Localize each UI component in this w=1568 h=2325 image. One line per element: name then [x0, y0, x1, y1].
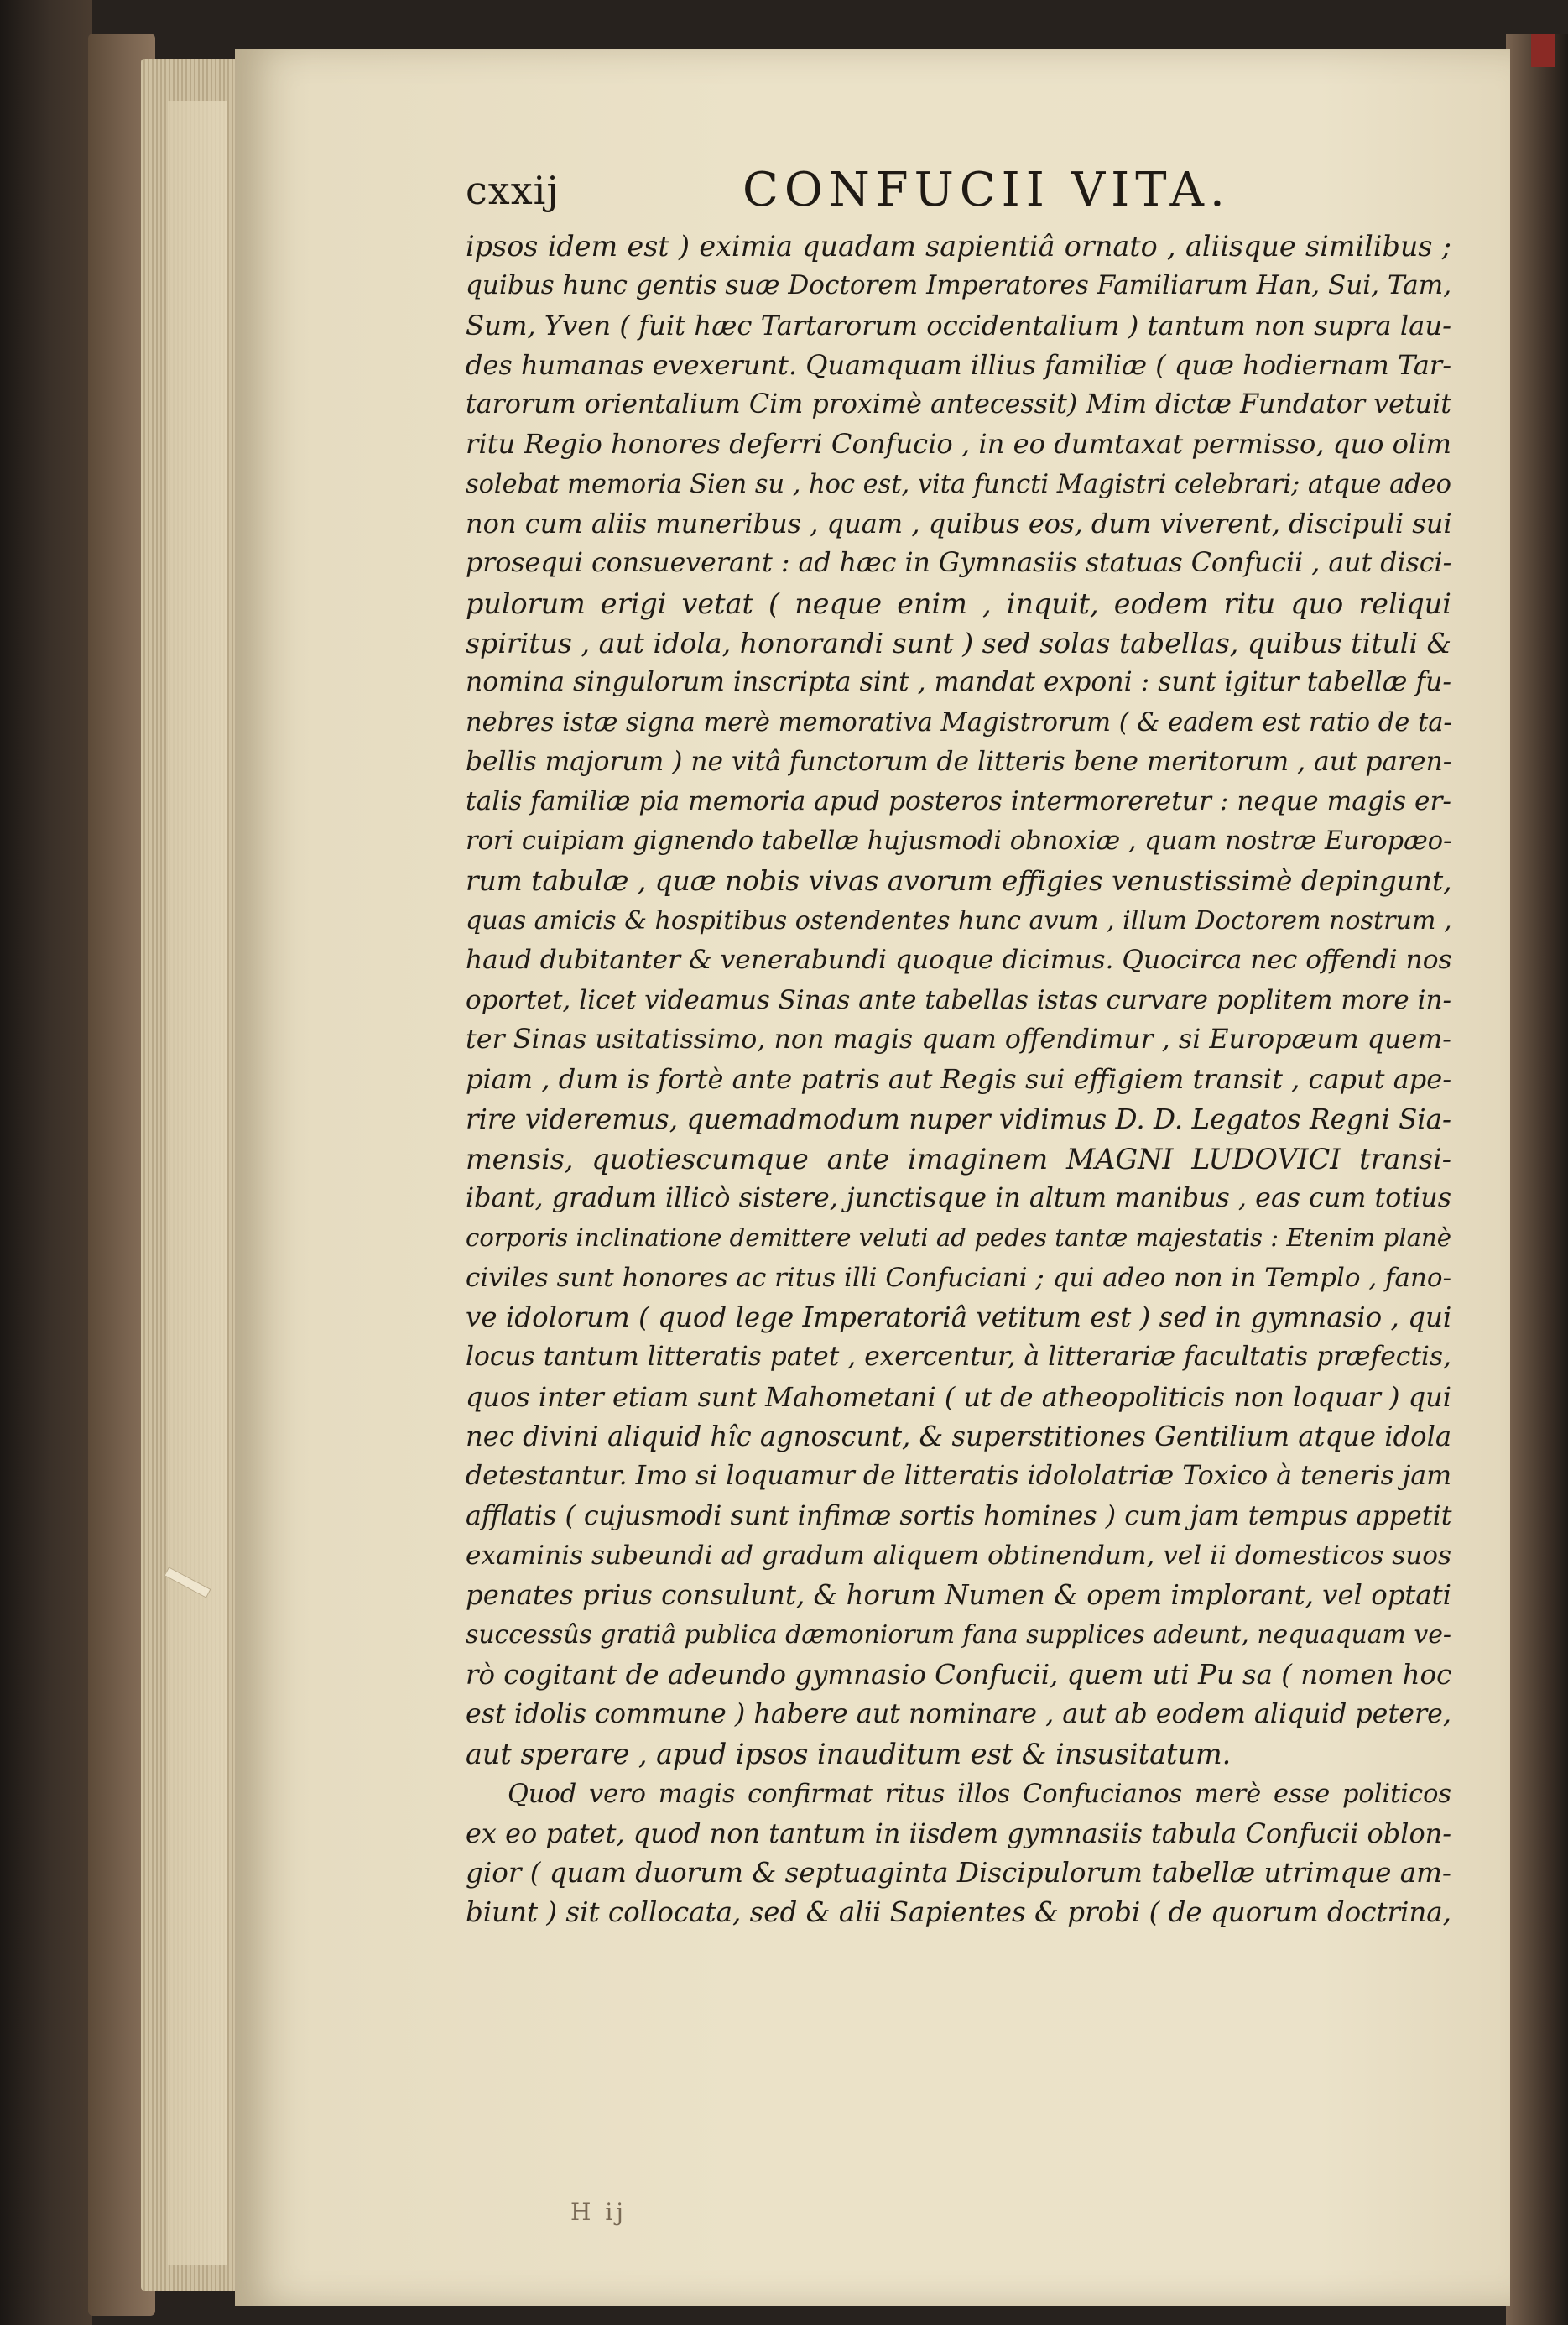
text-line: gior ( quam duorum & septuaginta Discipulorum tabellæ utrimque am- — [466, 1857, 1451, 1890]
running-title: CONFUCII VITA. — [742, 163, 1231, 217]
text-line: locus tantum litteratis patet , exercentur, à litterariæ facultatis præfectis, — [466, 1342, 1451, 1373]
text-line: mensis, quotiescumque ante imaginem MAGNI LUDOVICI transi- — [466, 1142, 1451, 1176]
book-binding — [0, 0, 92, 2325]
text-line: quos inter etiam sunt Mahometani ( ut de atheopoliticis non loquar ) qui — [466, 1380, 1451, 1413]
right-page-edge — [1506, 34, 1568, 2325]
text-line: ipsos idem est ) eximia quadam sapientiâ ornato , aliisque similibus ; — [466, 230, 1451, 263]
text-line: quas amicis & hospitibus ostendentes hunc avum , illum Doctorem nostrum , — [466, 906, 1452, 936]
text-line: tarorum orientalium Cim proximè antecessit) Mim dictæ Fundator vetuit — [466, 389, 1451, 420]
text-line: Sum, Yven ( fuit hæc Tartarorum occidentalium ) tantum non supra lau- — [466, 309, 1451, 341]
signature-mark: H ij — [570, 2198, 627, 2226]
page-text-block — [466, 163, 1452, 1933]
text-line: ibant, gradum illicò sistere, junctisque in altum manibus , eas cum totius — [466, 1183, 1451, 1214]
text-line: successûs gratiâ publica dæmoniorum fana supplices adeunt, nequaquam ve- — [466, 1620, 1451, 1650]
text-line: afflatis ( cujusmodi sunt infimæ sortis homines ) cum jam tempus appetit — [466, 1500, 1452, 1531]
text-line: penates prius consulunt, & horum Numen & opem implorant, vel optati — [466, 1579, 1451, 1612]
text-line: rò cogitant de adeundo gymnasio Confucii, quem uti Pu sa ( nomen hoc — [466, 1658, 1452, 1691]
text-line: solebat memoria Sien su , hoc est, vita functi Magistri celebrari; atque adeo — [466, 469, 1451, 499]
text-line: Quod vero magis confirmat ritus illos Confucianos merè esse politicos — [508, 1779, 1451, 1809]
text-line: pulorum erigi vetat ( neque enim , inquit, eodem ritu quo reliqui — [466, 586, 1451, 620]
red-edge-mark — [1531, 34, 1555, 67]
text-line: detestantur. Imo si loquamur de litteratis idololatriæ Toxico à teneris jam — [466, 1461, 1452, 1492]
text-line: aut sperare , apud ipsos inauditum est & insusitatum. — [466, 1738, 1232, 1771]
text-line: nomina singulorum inscripta sint , mandat exponi : sunt igitur tabellæ fu- — [466, 667, 1451, 698]
text-line: ex eo patet, quod non tantum in iisdem gymnasiis tabula Confucii oblon- — [466, 1817, 1452, 1849]
text-line: biunt ) sit collocata, sed & alii Sapientes & probi ( de quorum doctrina, — [466, 1896, 1451, 1929]
text-line: rire videremus, quemadmodum nuper vidimus D. D. Legatos Regni Sia- — [466, 1103, 1451, 1135]
running-head — [466, 163, 1451, 227]
text-line: prosequi consueverant : ad hæc in Gymnasiis statuas Confucii , aut disci- — [466, 548, 1452, 579]
text-line: nec divini aliquid hîc agnoscunt, & superstitiones Gentilium atque idola — [466, 1420, 1452, 1452]
text-line: examinis subeundi ad gradum aliquem obtinendum, vel ii domesticos suos — [466, 1540, 1452, 1571]
text-line: ter Sinas usitatissimo, non magis quam offendimur , si Europæum quem- — [466, 1024, 1451, 1055]
text-line: haud dubitanter & venerabundi quoque dicimus. Quocirca nec offendi nos — [466, 945, 1452, 976]
text-line: rori cuipiam gignendo tabellæ hujusmodi obnoxiæ , quam nostræ Europæo- — [466, 826, 1452, 857]
text-line: piam , dum is fortè ante patris aut Regis sui effigiem transit , caput ape- — [466, 1063, 1451, 1096]
facing-page-edge — [168, 101, 227, 2265]
text-line: corporis inclinatione demittere veluti ad pedes tantæ majestatis : Etenim planè — [466, 1223, 1451, 1253]
text-line: spiritus , aut idola, honorandi sunt ) sed solas tabellas, quibus tituli & — [466, 626, 1451, 659]
page-folio: cxxij — [466, 168, 560, 213]
text-line: ve idolorum ( quod lege Imperatoriâ vetitum est ) sed in gymnasio , qui — [466, 1301, 1452, 1334]
text-line: rum tabulæ , quæ nobis vivas avorum effigies venustissimè depingunt, — [466, 864, 1452, 897]
text-line: talis familiæ pia memoria apud posteros intermoreretur : neque magis er- — [466, 786, 1451, 817]
text-line: quibus hunc gentis suæ Doctorem Imperatores Familiarum Han, Sui, Tam, — [466, 270, 1452, 301]
text-line: est idolis commune ) habere aut nominare , aut ab eodem aliquid petere, — [466, 1698, 1451, 1729]
text-line: bellis majorum ) ne vitâ functorum de litteris bene meritorum , aut paren- — [466, 746, 1452, 777]
text-line: oportet, licet videamus Sinas ante tabellas istas curvare poplitem more in- — [466, 984, 1451, 1015]
text-line: civiles sunt honores ac ritus illi Confuciani ; qui adeo non in Templo , fano- — [466, 1262, 1451, 1293]
text-line: des humanas evexerunt. Quamquam illius familiæ ( quæ hodiernam Tar- — [466, 348, 1451, 381]
text-line: non cum aliis muneribus , quam , quibus eos, dum viverent, discipuli sui — [466, 508, 1452, 540]
text-line: ritu Regio honores deferri Confucio , in eo dumtaxat permisso, quo olim — [466, 428, 1451, 461]
text-line: nebres istæ signa merè memorativa Magistrorum ( & eadem est ratio de ta- — [466, 707, 1452, 738]
body-text — [466, 227, 1451, 1933]
